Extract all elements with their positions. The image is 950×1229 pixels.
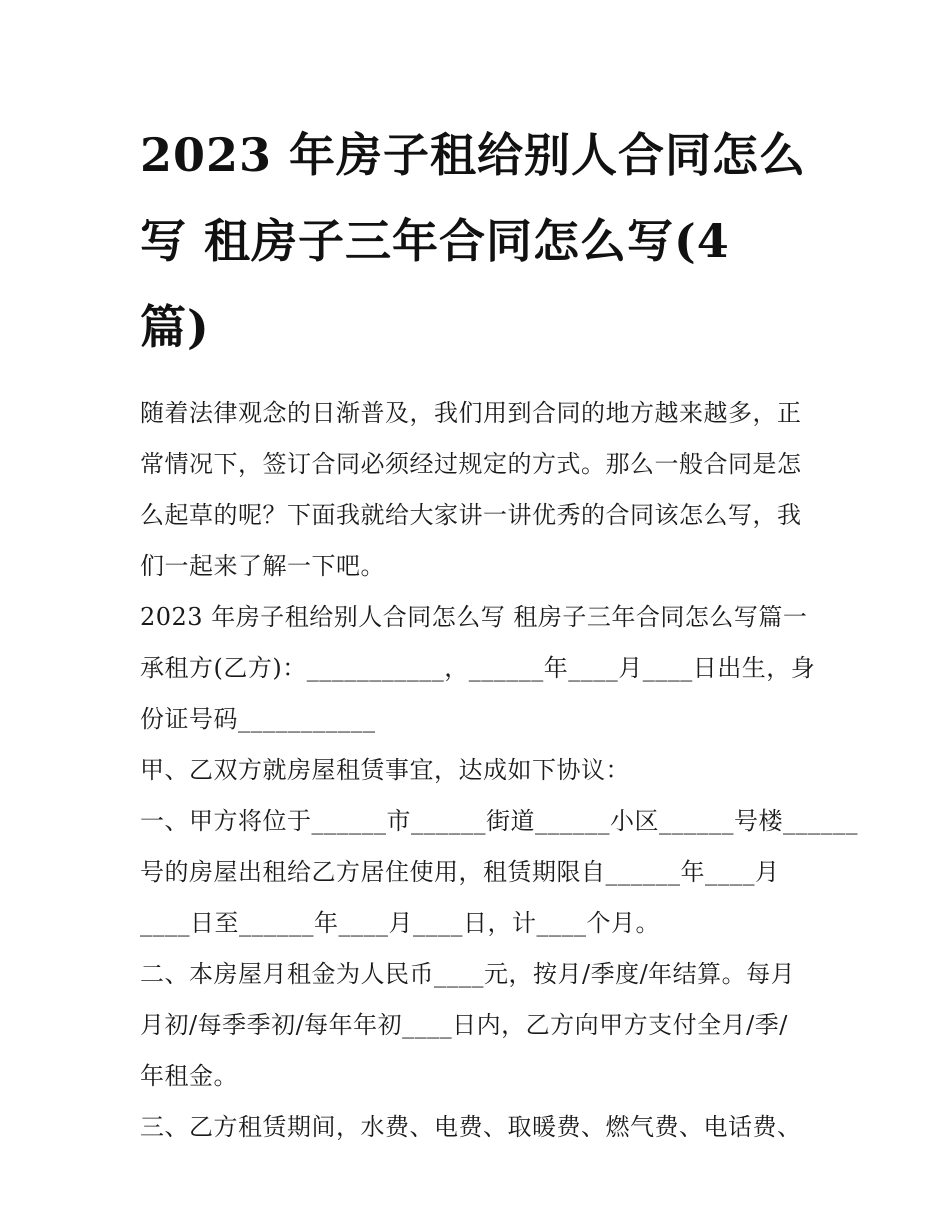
section-heading — [140, 592, 812, 643]
text-line: 月初/每季季初/每年年初____日内，乙方向甲方支付全月/季/ — [140, 1011, 788, 1039]
text-line: 2023 年房子租给别人合同怎么写 租房子三年合同怎么写篇一 — [140, 603, 808, 631]
text-line: 承租方(乙方)：___________，______年____月____日出生，身 — [140, 654, 816, 682]
clause-2-paragraph — [140, 949, 812, 1102]
agreement-intro-paragraph — [140, 745, 812, 796]
document-title — [140, 112, 812, 370]
text-line: 随着法律观念的日渐普及，我们用到合同的地方越来越多，正 — [140, 399, 802, 427]
intro-paragraph — [140, 388, 812, 592]
document-content — [140, 112, 858, 1153]
text-line: 们一起来了解一下吧。 — [140, 552, 385, 580]
title-line: 写 租房子三年合同怎么写(4 — [140, 214, 730, 268]
document-body — [140, 388, 858, 1153]
text-line: 三、乙方租赁期间，水费、电费、取暖费、燃气费、电话费、 — [140, 1113, 802, 1141]
clause-1-paragraph — [140, 796, 858, 949]
text-line: 二、本房屋月租金为人民币____元，按月/季度/年结算。每月 — [140, 960, 796, 988]
title-line: 2023 年房子租给别人合同怎么 — [140, 128, 807, 182]
title-line: 篇) — [140, 300, 210, 354]
tenant-info-paragraph — [140, 643, 816, 745]
text-line: 号的房屋出租给乙方居住使用，租赁期限自______年____月 — [140, 858, 780, 886]
text-line: 一、甲方将位于______市______街道______小区______号楼______ — [140, 807, 858, 835]
text-line: 常情况下，签订合同必须经过规定的方式。那么一般合同是怎 — [140, 450, 802, 478]
text-line: ____日至______年____月____日，计____个月。 — [140, 909, 660, 937]
text-line: 年租金。 — [140, 1062, 238, 1090]
text-line: 份证号码___________ — [140, 705, 376, 733]
text-line: 么起草的呢？下面我就给大家讲一讲优秀的合同该怎么写，我 — [140, 501, 802, 529]
text-line: 甲、乙双方就房屋租赁事宜，达成如下协议： — [140, 756, 630, 784]
clause-3-paragraph — [140, 1102, 812, 1153]
